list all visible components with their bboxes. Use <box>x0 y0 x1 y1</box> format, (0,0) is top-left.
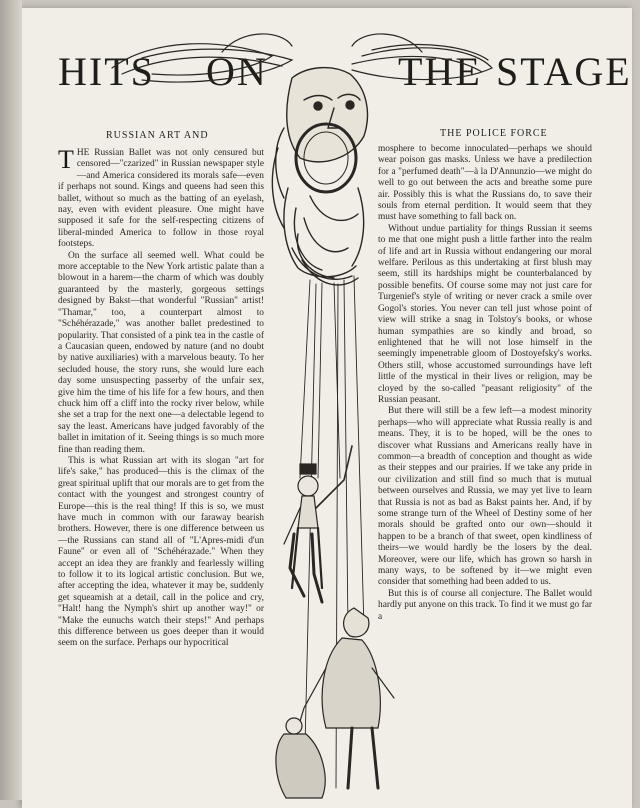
marionette-illustration <box>22 8 632 808</box>
title-word-the: THE <box>398 49 482 94</box>
right-subhead: THE POLICE FORCE <box>440 128 548 139</box>
paragraph: Without undue partiality for things Russian it seems to me that one might push a little farther into the realm of life and art in Russia without endangering our moral welfare. Perilous as this undertaking at first blush may seem, still its hardships might be counterbalanced by possible benefits. Of course some may not just care for Turgenief's style of writing or never crack a smile over Gogol's stories. You never can tell just whose point of view will strike a snag in Tolstoy's books, or whose human sympathies are so kindly and broad, so enlightened that he will not lose himself in the seemingly impenetrable gloom of Dostoyefsky's works. Others still, whose accustomed surroundings have left little of the mystical in their lives or religion, may be cloyed by the so-called "peasant religiosity" of the Russian peasant. <box>378 223 592 405</box>
title-word-stage: STAGE <box>496 49 632 94</box>
magazine-page <box>22 8 632 808</box>
left-subhead: RUSSIAN ART AND <box>106 130 209 141</box>
paragraph: But this is of course all conjecture. The Ballet would hardly put anyone on this track. To find it we must go far a <box>378 588 592 622</box>
lower-puppets <box>276 608 394 798</box>
paragraph-text: HE Russian Ballet was not only censured but censored—"czarized" in Russian newspaper style—and America considered its morals safe—even if perhaps not sound. Kings and queens had seen this ballet, without so much as the batting of an eyelash, nay, even with evident pleasure. One might have supposed it safe for the self-respecting citizens of liberal-minded America to follow in those royal footsteps. <box>58 148 264 250</box>
paragraph: But there will still be a few left—a modest minority perhaps—who will appreciate what Russia really is and means. They, it is to be hoped, will be the ones to discover what Russians and Americans really have in common—a breadth of conception and thought as wide as their steppes and our prairies. If we take any pride in our civilization and still find so much that is mutual between ourselves and Russia, we may yet live to learn that Russia is not as bad as Bakst paints her. And, if by some strange turn of the Wheel of Destiny some of her morals should be grafted onto our own—should it happen to be a branch of that sweet, open kindliness of theirs—we would hardly be the losers by the deal. Moreover, were our life, which has grown so harsh in many ways, to be softened by it—we might even consider that something had been added to us. <box>378 406 592 588</box>
mask-figure <box>272 68 367 285</box>
drop-cap: T <box>58 148 74 174</box>
title-word-hits: HITS <box>58 49 155 94</box>
page-binding-edge <box>0 0 22 800</box>
paragraph: This is what Russian art with its slogan "art for life's sake," has produced—this is the climax of the great spiritual uplift that our morals are to get from the contact with the youngest and strongest country of Europe—this is the real thing! If this is so, we must have much in common with our faraway bearish brothers. However, there is one difference between us—the Russians can stand all of "L'Apres-midi d'un Faune" or even all of "Schéhérazade." When they accept an idea they are frankly and fearlessly willing to follow it to its logical artistic conclusion. But we, after accepting the idea, whatever it may be, suddenly get squeamish at a detail, call in the police and cry, "Halt! hang the Nymph's shirt up another way!" or "Make the eunuchs watch their steps!" And perhaps this difference between us goes deeper than it would seem on the surface. Perhaps our hypocritical <box>58 455 264 649</box>
paragraph: On the surface all seemed well. What could be more acceptable to the New York artistic palate than a blowout in a harem—the charm of which was doubly guaranteed by the masterly, gorgeous settings designed by Bakst—that wonderful "Russian" artist! "Thamar," too, a counterpart almost to "Schéhérazade," was another ballet predestined to popularity. That consisted of a pink tea in the castle of a Caucasian queen, endowed by nature (and no doubt by native auxiliaries) with a marvelous beauty. To her secluded house, the story runs, she would lure each day some unsuspecting passerby of the unfair sex, give him the time of his life for a few hours, and then chuck him off a cliff into the rocky river below, while she set a trap for the next one—a delectable legend to say the least. Americans have judged favorably of the ballet in imitation of it. Seeing things is so much more fine than reading them. <box>58 250 264 455</box>
paragraph: mosphere to become innoculated—perhaps we should wear poison gas masks. Unless we have a predilection for a "perfumed death"—à la D'Annunzio—we might do well to go out between the acts and breathe some pure air. Possibly this is what the Russians do, to save their souls from eternal perdition. It would seem that they must have something to fall back on. <box>378 144 592 223</box>
title-word-on: ON <box>206 49 268 94</box>
